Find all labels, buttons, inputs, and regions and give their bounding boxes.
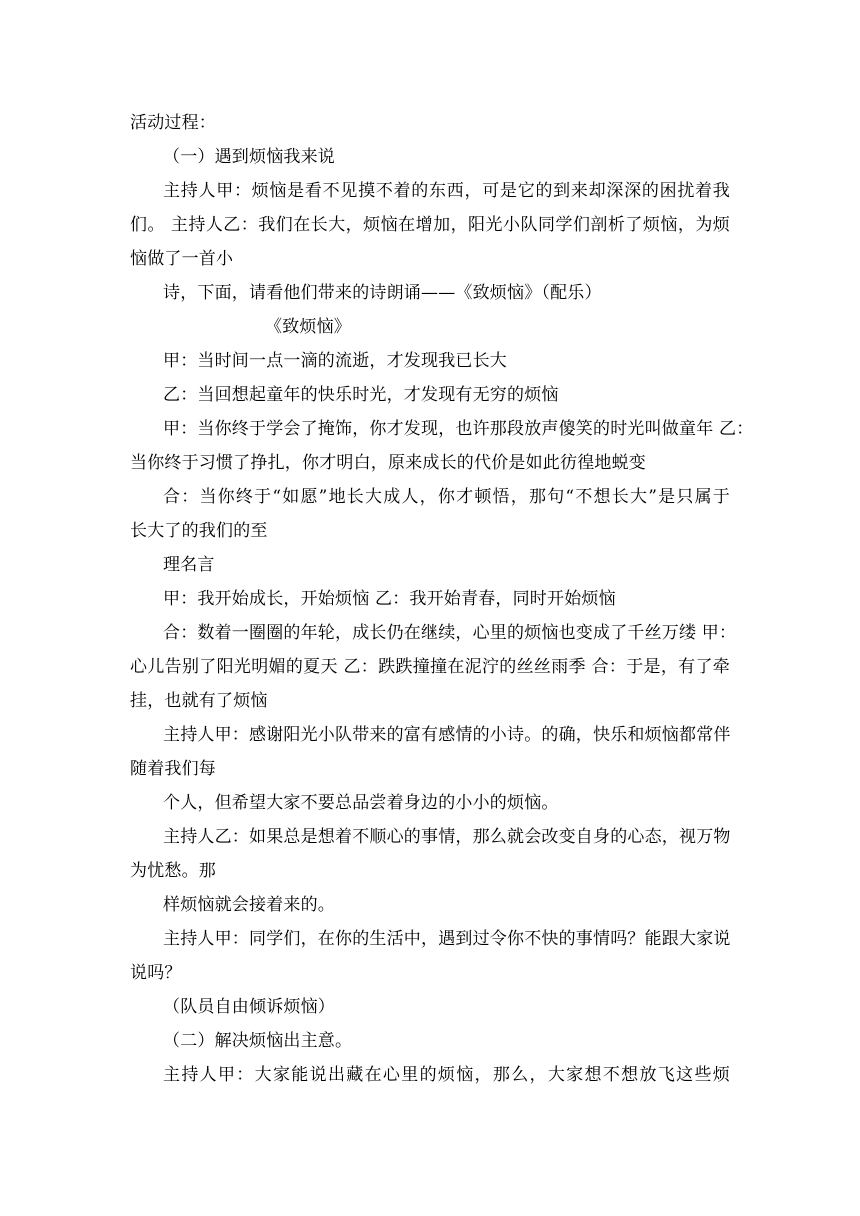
paragraph-line: 恼做了一首小	[130, 249, 234, 269]
section-heading-process: 活动过程：	[130, 113, 216, 133]
paragraph-line: 说吗？	[130, 963, 182, 983]
poem-line: 理名言	[163, 555, 215, 575]
poem-line: 长大了的我们的至	[130, 521, 268, 541]
subsection-heading-1: （一）遇到烦恼我来说	[163, 147, 335, 167]
paragraph-line: 为忧愁。那	[130, 861, 216, 881]
poem-line: 甲：我开始成长，开始烦恼 乙：我开始青春，同时开始烦恼	[163, 589, 616, 609]
paragraph-line: 主持人甲：同学们，在你的生活中，遇到过令你不快的事情吗？能跟大家说	[163, 929, 731, 949]
poem-title: 《致烦恼》	[265, 317, 351, 337]
paragraph-line: 们。 主持人乙：我们在长大，烦恼在增加，阳光小队同学们剖析了烦恼，为烦	[130, 215, 730, 235]
poem-line: 甲：当你终于学会了掩饰，你才发现，也许那段放声傻笑的时光叫做童年 乙：	[163, 419, 754, 439]
poem-line: 合：当你终于“如愿”地长大成人，你才顿悟，那句“不想长大”是只属于	[163, 487, 730, 507]
poem-line: 当你终于习惯了挣扎，你才明白，原来成长的代价是如此彷徨地蜕变	[130, 453, 646, 473]
poem-line: 心儿告别了阳光明媚的夏天 乙：跌跌撞撞在泥泞的丝丝雨季 合：于是，有了牵	[130, 657, 730, 677]
poem-line: 甲：当时间一点一滴的流逝，才发现我已长大	[163, 351, 507, 371]
poem-line: 合：数着一圈圈的年轮，成长仍在继续，心里的烦恼也变成了千丝万缕 甲：	[163, 623, 737, 643]
poem-line: 挂，也就有了烦恼	[130, 691, 268, 711]
subsection-heading-2: （二）解决烦恼出主意。	[163, 1031, 353, 1051]
paragraph-line: 随着我们每	[130, 759, 216, 779]
paragraph-line: 个人，但希望大家不要总品尝着身边的小小的烦恼。	[163, 793, 559, 813]
paragraph-line: 诗，下面，请看他们带来的诗朗诵——《致烦恼》（配乐）	[163, 283, 602, 303]
poem-line: 乙：当回想起童年的快乐时光，才发现有无穷的烦恼	[163, 385, 559, 405]
paragraph-line: （队员自由倾诉烦恼）	[163, 997, 335, 1017]
paragraph-line: 主持人乙：如果总是想着不顺心的事情，那么就会改变自身的心态，视万物	[163, 827, 731, 847]
paragraph-line: 主持人甲：大家能说出藏在心里的烦恼，那么，大家想不想放飞这些烦	[163, 1065, 730, 1085]
paragraph-line: 主持人甲：烦恼是看不见摸不着的东西，可是它的到来却深深的困扰着我	[163, 181, 730, 201]
paragraph-line: 主持人甲：感谢阳光小队带来的富有感情的小诗。的确，快乐和烦恼都常伴	[163, 725, 731, 745]
paragraph-line: 样烦恼就会接着来的。	[163, 895, 335, 915]
